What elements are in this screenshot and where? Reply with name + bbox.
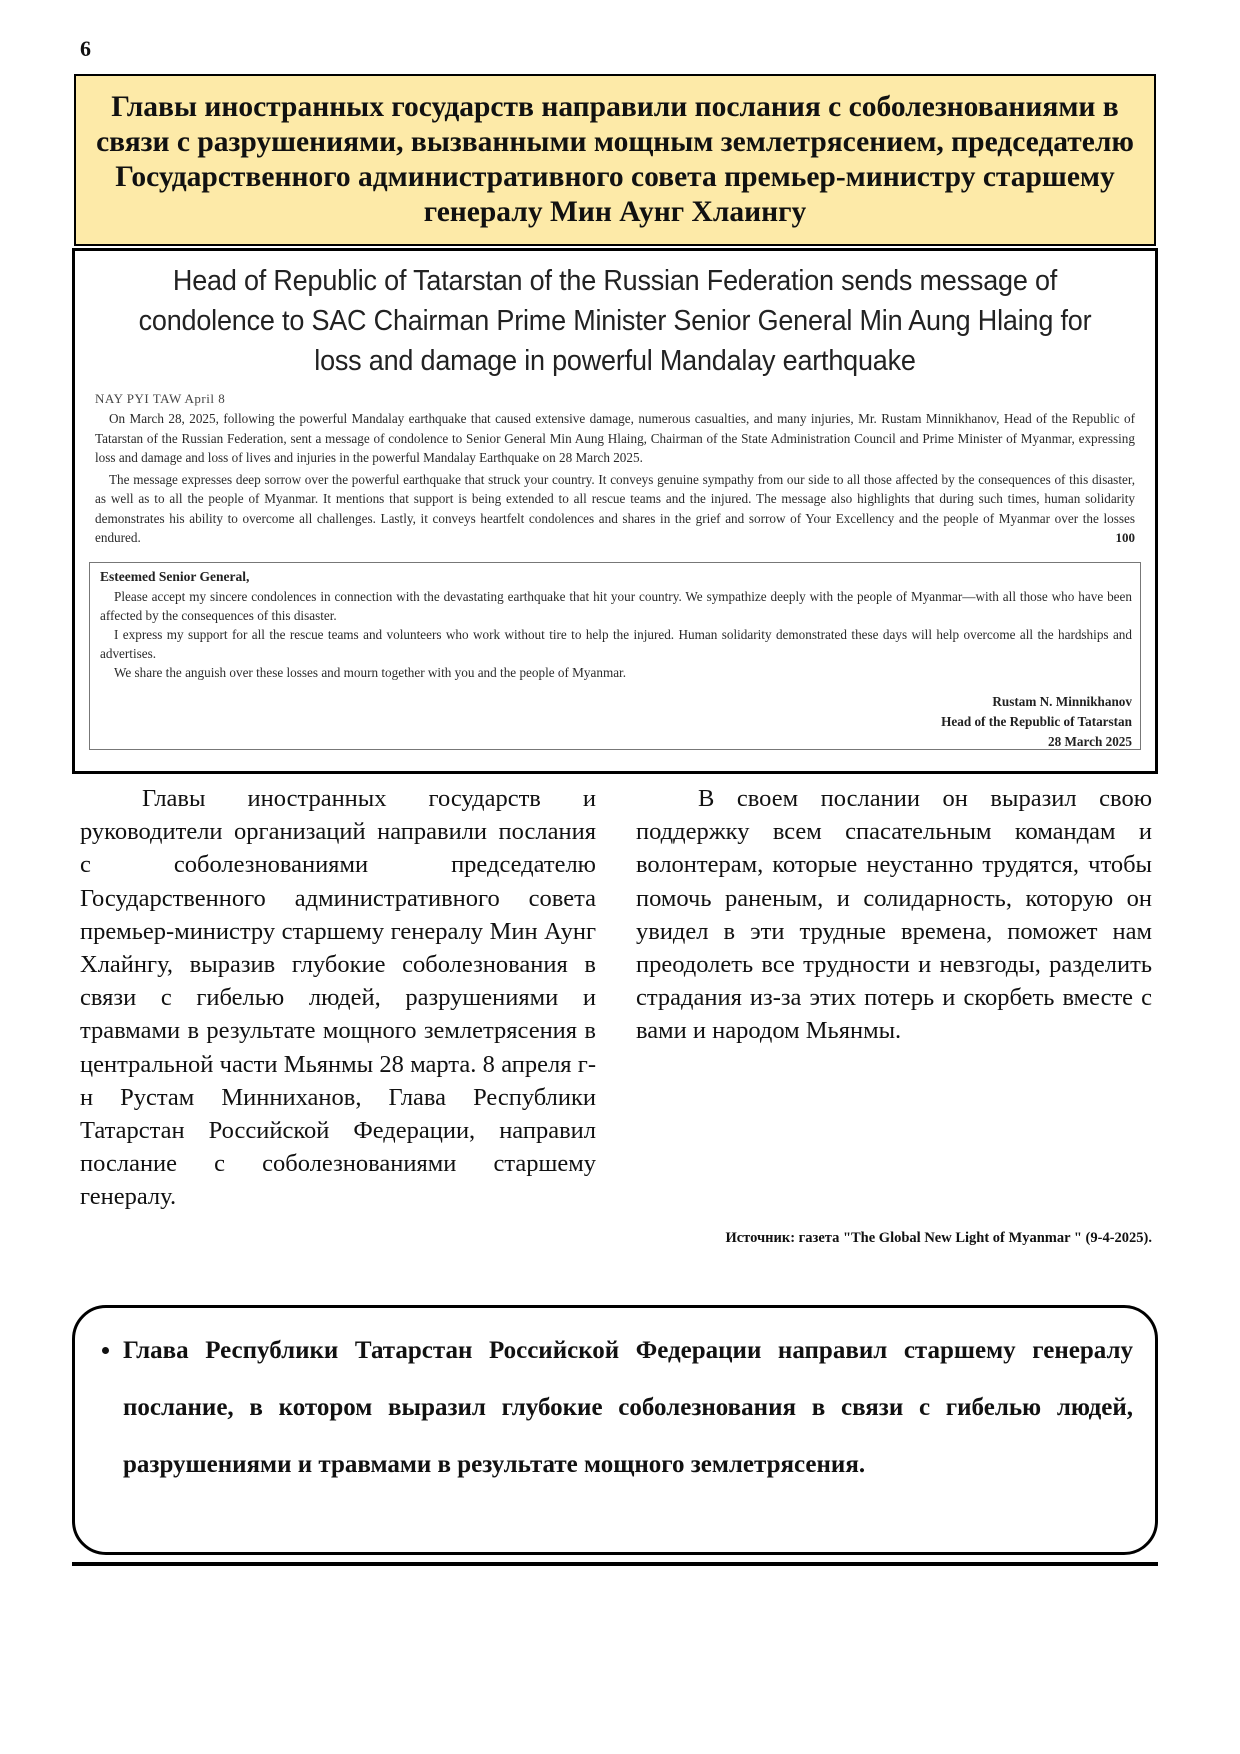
clipping-paragraph: The message expresses deep sorrow over the powerful earthquake that struck your country. It conveys genuine sympathy from our side to all those affected by the consequences of this disaster, as well as to all the people of Myanmar. It mentions that support is being extended to all rescue teams and the injured. The message also highlights that during such times, human solidarity demonstrates his ability to overcome all challenges. Lastly, it conveys heartfelt condolences and shares in the grief and sorrow of Your Excellency and the people of Myanmar over the losses endured.	[95, 471, 1135, 545]
clipping-dateline: NAY PYI TAW April 8	[95, 391, 226, 406]
clipping-paragraph: On March 28, 2025, following the powerful Mandalay earthquake that caused extensive damage, numerous casualties, and many injuries, Mr. Rustam Minnikhanov, Head of the Republic of Tatarstan of the Russian Federation, sent a message of condolence to Senior General Min Aung Hlaing, Chairman of the State Administration Council and Prime Minister of Myanmar, expressing loss and damage and loss of lives and injuries in the powerful Mandalay Earthquake on 28 March 2025.	[95, 411, 1135, 465]
letter-paragraph: I express my support for all the rescue teams and volunteers who work without tire to help the injured. Human solidarity demonstrated these days will help overcome all the hardships and advertises.	[100, 626, 1132, 661]
headline-box	[74, 74, 1156, 246]
letter-paragraph: We share the anguish over these losses and mourn together with you and the people of Myanmar.	[114, 664, 627, 680]
signature-title: Head of the Republic of Tatarstan	[941, 713, 1132, 729]
clipping-headline: Head of Republic of Tatarstan of the Russian Federation sends message of condolence to SAC Chairman Prime Minister Senior General Min Aung Hlaing for loss and damage in powerful Mandalay earthquake	[138, 265, 1092, 377]
letter-box	[89, 562, 1141, 750]
summary-list	[97, 1322, 1133, 1493]
article-right-column	[636, 782, 1152, 1048]
clipping-code: 100	[1115, 529, 1135, 545]
page-number: 6	[80, 36, 91, 61]
article-paragraph-left: Главы иностранных государств и руководители организаций направили послания с соболезнованиями председателю Государственного административного совета премьер-министру старшему генералу Мин Аунг Хлайнгу, выразив глубокие соболезнования в связи с гибелью людей, разрушениями и травмами в результате мощного землетрясения в центральной части Мьянмы 28 марта. 8 апреля г-н Рустам Минниханов, Глава Республики Татарстан Российской Федерации, направил послание с соболезнованиями старшему генералу.	[80, 785, 596, 1211]
article-left-column	[80, 782, 596, 1214]
bottom-divider	[72, 1562, 1158, 1566]
signature-date: 28 March 2025	[1048, 733, 1132, 749]
letter-paragraph: Please accept my sincere condolences in connection with the devastating earthquake that hit your country. We sympathize deeply with the people of Myanmar—with all those who have been affected by the consequences of this disaster.	[100, 588, 1132, 623]
article-paragraph-right: В своем послании он выразил свою поддержку всем спасательным командам и волонтерам, которые неустанно трудятся, чтобы помочь раненым, и солидарность, которую он увидел в эти трудные времена, поможет нам преодолеть все трудности и невзгоды, разделить страдания из-за этих потерь и скорбеть вместе с вами и народом Мьянмы.	[636, 785, 1152, 1045]
newspaper-clipping	[72, 248, 1158, 774]
source-citation: Источник: газета "The Global New Light of Myanmar " (9-4-2025).	[725, 1230, 1152, 1246]
page-headline: Главы иностранных государств направили послания с соболезнованиями в связи с разрушениями, вызванными мощным землетрясением, председателю Государственного административного совета премьер-министру старшему генералу Мин Аунг Хлаингу	[96, 91, 1134, 228]
signature-name: Rustam N. Minnikhanov	[992, 693, 1132, 709]
letter-greeting: Esteemed Senior General,	[100, 568, 250, 584]
summary-bullet: • Глава Республики Татарстан Российской Федерации направил старшему генералу послание, в котором выразил глубокие соболезнования в связи с гибелью людей, разрушениями и травмами в результате мощного землетрясения.	[123, 1322, 1133, 1493]
summary-box	[72, 1305, 1158, 1555]
